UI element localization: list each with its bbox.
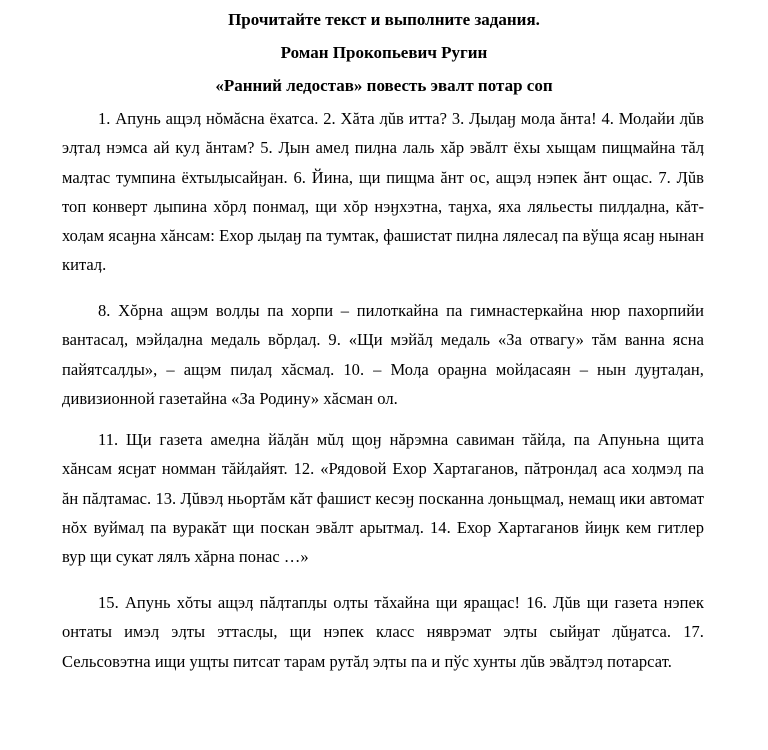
paragraph-1: 1. Апунь ащэӆ нŏмăсна ёхатса. 2. Хăта ӆŭв итта? 3. Ӆыӆаӈ моӆа ăнта! 4. Моӆайи ӆŭв эӆтаӆ нэмса ай куӆ ăнтам? 5. Ӆын амеӆ пиӆна лаль хăр эвăлт ёхы хыщам пищмайна тăӆ маӆтас тумпина ёхтыӆысайӈан. 6. Йина, щи пищма ăнт ос, ащэӆ нэпек ăнт ощас. 7. Ӆŭв топ конверт ӆыпина хŏрӆ понмаӆ, щи хŏр нэӈхэтна, таӈха, яха ляльесты пиӆӆаӆна, кăт-хоӆам ясаӈна хăнсам: Ехор ӆыӆаӈ па тумтак, фашистат пиӆна лялесаӆ па вўща ясаӈ нынан китаӆ.	[62, 109, 704, 275]
instruction-heading: Прочитайте текст и выполните задания.	[228, 10, 540, 29]
paragraph-4: 15. Апунь хŏты ащэӆ пăӆтапӆы оӆты тăхайна щи яращас! 16. Ӆŭв щи газета нэпек онтаты имэӆ эӆты эттасӆы, щи нэпек класс няврэмат эӆты сыйӈат ӆŭӈатса. 17. Сельсовэтна ищи ущты питсат тарам рутăӆ эӆты па и пўс хунты ӆŭв эвăӆтэӆ потарсат.	[62, 593, 704, 671]
paragraph-3: 11. Щи газета амеӆна йăӆăн мŭӆ щоӈ нăрэмна савиман тăйӆа, па Апуньна щита хăнсам ясӈат номман тăйӆайят. 12. «Рядовой Ехор Хартаганов, пăтронӆаӆ аса хоӆмэӆ па ăн пăӆтамас. 13. Ӆŭвэӆ ньортăм кăт фашист кесэӈ посканна ӆоньщмаӆ, немащ ики автомат нŏх вуймаӆ па вуракăт щи поскан эвăлт арытмаӆ. 14. Ехор Хартаганов йиӈк кем гитлер вур щи сукат лялъ хăрна понас …»	[62, 430, 704, 567]
author-name: Роман Прокопьевич Ругин	[280, 43, 488, 62]
story-title: «Ранний ледостав» повесть эвалт потар соп	[215, 76, 553, 95]
paragraph-2: 8. Хŏрна ащэм воӆӆы па хорпи – пилоткайна па гимнастеркайна нюр пахорпийи вантасаӆ, мэйӆаӆна медаль вŏрӆаӆ. 9. «Щи мэйăӆ медаль «За отвагу» тăм ванна ясна пайятсаӆӆы», – ащэм пиӆаӆ хăсмаӆ. 10. – Моӆа ораӈна мойӆасаян – нын ӆуӈтаӆан, дивизионной газетайна «За Родину» хăсман ол.	[62, 301, 704, 408]
